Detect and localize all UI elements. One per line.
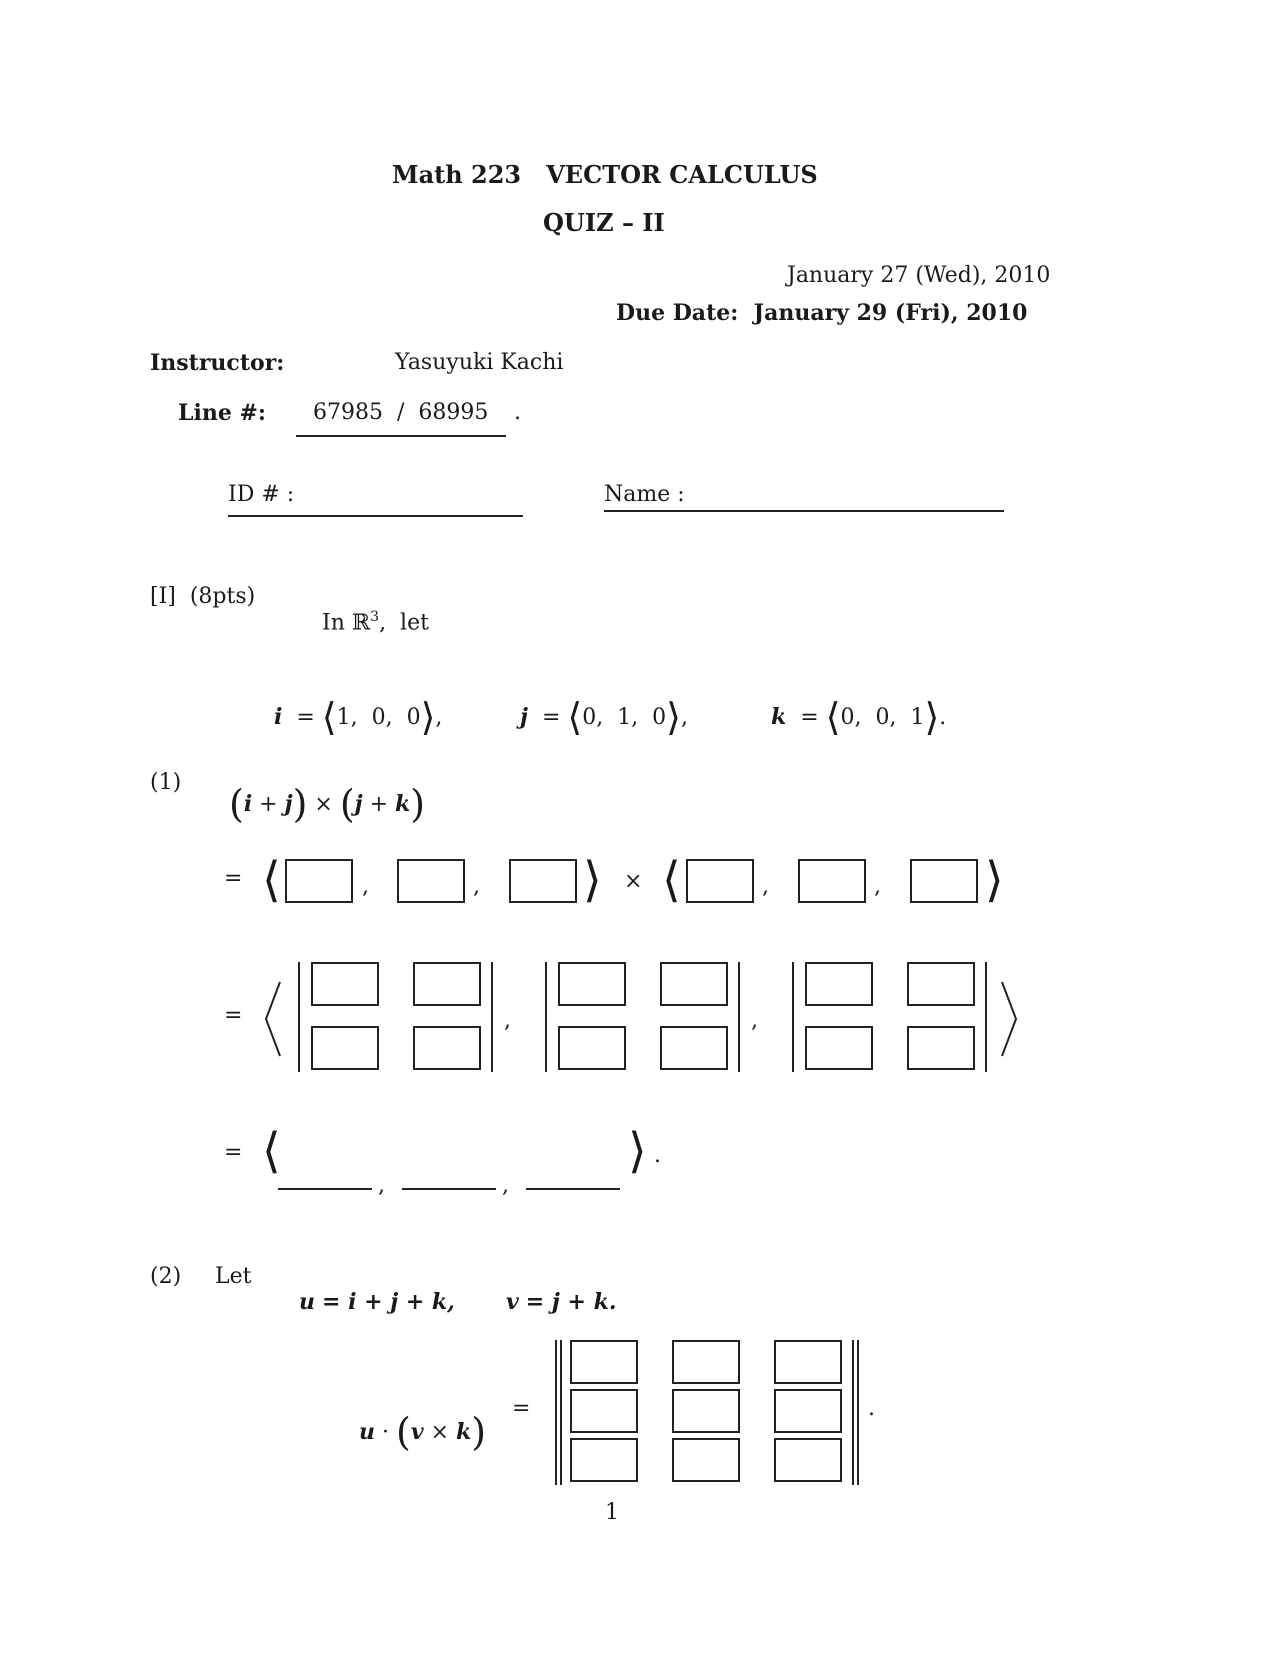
right-angle-icon: ⟩ [628,1123,647,1179]
answer-box[interactable] [285,859,353,903]
left-angle-icon: ⟨ [825,695,841,739]
determinant-bar [738,962,740,1072]
answer-blank[interactable] [526,1188,620,1190]
basis-j-components: 0, 1, 0 [582,705,667,730]
comma-separator: , [378,1173,385,1198]
answer-box[interactable] [686,859,754,903]
u-definition-rhs: = i + j + k, [322,1289,455,1315]
problem-intro [308,584,429,635]
vector-v-symbol: v [506,1289,519,1315]
matrix-entry-box[interactable] [805,1026,873,1070]
line-label: Line #: [178,400,267,426]
matrix-entry-box[interactable] [413,1026,481,1070]
id-field[interactable] [228,515,523,517]
right-paren-icon: ) [471,1410,487,1454]
big-right-angle-icon [998,980,1020,1058]
comma-separator: , [502,1173,509,1198]
period-mark: . [868,1396,875,1421]
comma-separator: , [751,1008,758,1033]
line-underline [296,435,506,437]
matrix-entry-box[interactable] [570,1340,638,1384]
left-angle-icon: ⟨ [262,1123,281,1179]
determinant-bar [555,1340,557,1485]
left-paren-icon: ( [339,782,355,826]
name-field[interactable] [604,510,1004,512]
left-angle-icon: ⟨ [567,695,583,739]
equals-sign: = [512,1396,531,1421]
left-angle-icon: ⟨ [662,852,681,908]
equals-sign: = [224,866,243,891]
basis-j-definition: j = ⟨0, 1, 0⟩, [520,695,688,739]
comma-separator: , [362,874,369,899]
matrix-entry-box[interactable] [570,1389,638,1433]
right-angle-icon: ⟩ [985,852,1004,908]
matrix-entry-box[interactable] [558,1026,626,1070]
equals-sign: = [224,1003,243,1028]
vector-u-symbol: u [299,1289,315,1315]
cross-product-sign: × [624,869,643,894]
right-angle-icon: ⟩ [420,695,436,739]
vector-j-symbol: j [520,704,528,730]
basis-i-components: 1, 0, 0 [336,705,421,730]
page-number: 1 [605,1500,619,1525]
answer-box[interactable] [509,859,577,903]
line-period: . [514,400,521,425]
part2-label: (2) [150,1264,182,1289]
comma-separator: , [874,874,881,899]
v-definition-rhs: = j + k. [525,1289,617,1315]
comma-separator: , [762,874,769,899]
instructor-label: Instructor: [150,350,285,376]
comma-separator: , [473,874,480,899]
part2-v-definition [492,1264,617,1315]
right-angle-icon: ⟩ [583,852,602,908]
matrix-entry-box[interactable] [907,1026,975,1070]
matrix-entry-box[interactable] [774,1340,842,1384]
answer-box[interactable] [798,859,866,903]
determinant-bar [298,962,300,1072]
matrix-entry-box[interactable] [660,962,728,1006]
answer-blank[interactable] [278,1188,372,1190]
determinant-bar [560,1340,562,1485]
matrix-entry-box[interactable] [672,1438,740,1482]
matrix-entry-box[interactable] [774,1438,842,1482]
right-angle-icon: ⟩ [666,695,681,739]
matrix-entry-box[interactable] [774,1389,842,1433]
matrix-entry-box[interactable] [805,962,873,1006]
due-date-label: Due Date: [616,300,739,326]
equals-sign: = [224,1140,243,1165]
left-paren-icon: ( [229,782,244,826]
right-paren-icon: ) [292,782,308,826]
course-name: VECTOR CALCULUS [546,160,818,189]
intro-post: , let [379,610,429,636]
determinant-bar [857,1340,859,1485]
quiz-title: QUIZ – II [543,208,665,237]
basis-k-components: 0, 0, 1 [840,705,925,730]
left-paren-icon: ( [395,1410,411,1454]
part1-label: (1) [150,770,182,795]
matrix-entry-box[interactable] [660,1026,728,1070]
right-paren-icon: ) [410,782,426,826]
matrix-entry-box[interactable] [672,1389,740,1433]
part1-expression: (i + j) × (j + k) [229,782,426,826]
period-mark: . [654,1143,661,1168]
matrix-entry-box[interactable] [311,1026,379,1070]
comma-separator: , [504,1008,511,1033]
vector-i-symbol: i [274,704,283,730]
id-label: ID # : [228,482,295,507]
basis-k-definition: k = ⟨0, 0, 1⟩. [771,695,947,739]
left-angle-icon: ⟨ [262,852,281,908]
determinant-bar [545,962,547,1072]
intro-pre: In [322,610,352,636]
due-date-value: January 29 (Fri), 2010 [753,300,1028,326]
quiz-date: January 27 (Wed), 2010 [787,263,1051,288]
part2-u-definition [285,1264,455,1315]
real-space-symbol: ℝ [351,610,371,636]
name-label: Name : [604,482,685,507]
left-angle-icon: ⟨ [321,695,337,739]
due-date-line [616,300,1027,326]
right-angle-icon: ⟩ [924,695,940,739]
determinant-bar [792,962,794,1072]
instructor-name: Yasuyuki Kachi [395,350,564,375]
part2-let: Let [215,1264,252,1289]
matrix-entry-box[interactable] [311,962,379,1006]
answer-box[interactable] [397,859,465,903]
real-space-exponent: 3 [370,609,380,625]
line-value: 67985 / 68995 [313,400,489,425]
determinant-bar [985,962,987,1072]
matrix-entry-box[interactable] [907,962,975,1006]
big-left-angle-icon [262,980,284,1058]
problem-heading: [I] (8pts) [150,584,256,609]
answer-box[interactable] [910,859,978,903]
determinant-bar [852,1340,854,1485]
triple-product-expression: u · (v × k) [359,1410,487,1454]
course-title [392,160,832,189]
basis-i-definition: i = ⟨1, 0, 0⟩, [274,695,443,739]
determinant-bar [491,962,493,1072]
matrix-entry-box[interactable] [558,962,626,1006]
matrix-entry-box[interactable] [413,962,481,1006]
course-number: Math 223 [392,160,522,189]
matrix-entry-box[interactable] [570,1438,638,1482]
answer-blank[interactable] [402,1188,496,1190]
vector-k-symbol: k [771,704,787,730]
matrix-entry-box[interactable] [672,1340,740,1384]
